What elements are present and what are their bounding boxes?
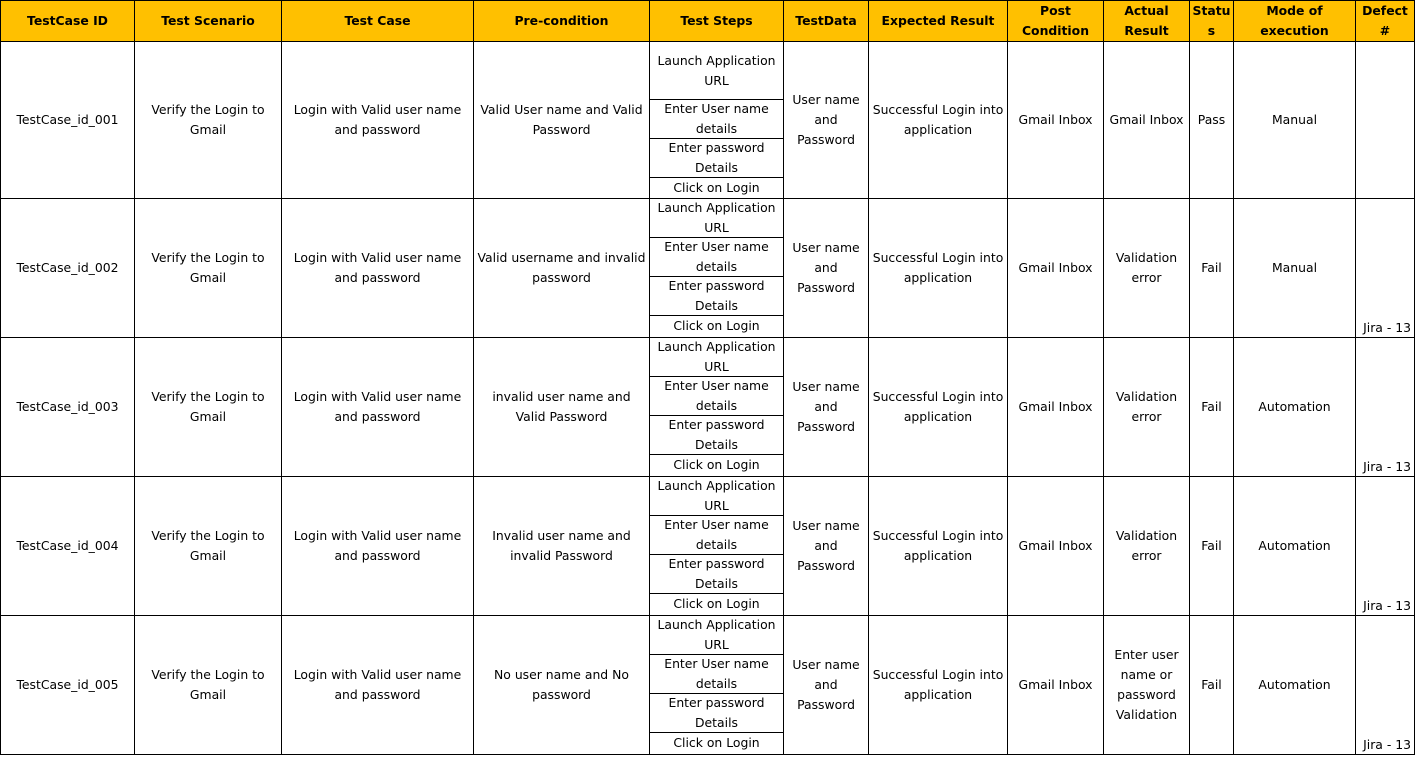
test-data-cell[interactable]: User name and Password bbox=[784, 42, 869, 199]
test-data-cell[interactable]: User name and Password bbox=[784, 616, 869, 755]
expected-result-cell[interactable]: Successful Login into application bbox=[869, 477, 1008, 616]
test-steps-cell[interactable] bbox=[650, 42, 784, 199]
precondition-cell[interactable]: No user name and No password bbox=[474, 616, 650, 755]
defect-cell[interactable]: Jira - 13 bbox=[1356, 199, 1415, 338]
test-case-cell[interactable]: Login with Valid user name and password bbox=[282, 477, 474, 616]
status-cell[interactable]: Fail bbox=[1190, 477, 1234, 616]
header-test-steps[interactable]: Test Steps bbox=[650, 1, 784, 42]
test-step: Enter User name details bbox=[650, 655, 783, 694]
status-cell[interactable]: Pass bbox=[1190, 42, 1234, 199]
actual-result-cell[interactable]: Validation error bbox=[1104, 338, 1190, 477]
header-test-case[interactable]: Test Case bbox=[282, 1, 474, 42]
actual-result-cell[interactable]: Gmail Inbox bbox=[1104, 42, 1190, 199]
test-step: Launch Application URL bbox=[650, 338, 783, 377]
post-condition-cell[interactable]: Gmail Inbox bbox=[1008, 338, 1104, 477]
testcase-id-cell[interactable]: TestCase_id_002 bbox=[1, 199, 135, 338]
expected-result-cell[interactable]: Successful Login into application bbox=[869, 338, 1008, 477]
scenario-cell[interactable]: Verify the Login to Gmail bbox=[135, 42, 282, 199]
mode-cell[interactable]: Manual bbox=[1234, 42, 1356, 199]
table-row bbox=[1, 477, 1415, 616]
header-defect[interactable]: Defect # bbox=[1356, 1, 1415, 42]
test-case-cell[interactable]: Login with Valid user name and password bbox=[282, 199, 474, 338]
expected-result-cell[interactable]: Successful Login into application bbox=[869, 42, 1008, 199]
table-row bbox=[1, 42, 1415, 199]
post-condition-cell[interactable]: Gmail Inbox bbox=[1008, 477, 1104, 616]
precondition-cell[interactable]: Valid User name and Valid Password bbox=[474, 42, 650, 199]
mode-cell[interactable]: Manual bbox=[1234, 199, 1356, 338]
test-step: Launch Application URL bbox=[650, 616, 783, 655]
test-step: Enter password Details bbox=[650, 277, 783, 316]
test-step: Enter password Details bbox=[650, 555, 783, 594]
table-row bbox=[1, 199, 1415, 338]
status-cell[interactable]: Fail bbox=[1190, 199, 1234, 338]
precondition-cell[interactable]: invalid user name and Valid Password bbox=[474, 338, 650, 477]
header-status[interactable]: Status bbox=[1190, 1, 1234, 42]
scenario-cell[interactable]: Verify the Login to Gmail bbox=[135, 338, 282, 477]
test-case-cell[interactable]: Login with Valid user name and password bbox=[282, 616, 474, 755]
header-testcase-id[interactable]: TestCase ID bbox=[1, 1, 135, 42]
header-post-condition[interactable]: Post Condition bbox=[1008, 1, 1104, 42]
status-cell[interactable]: Fail bbox=[1190, 616, 1234, 755]
expected-result-cell[interactable]: Successful Login into application bbox=[869, 616, 1008, 755]
test-step: Enter password Details bbox=[650, 694, 783, 733]
mode-cell[interactable]: Automation bbox=[1234, 477, 1356, 616]
test-step: Click on Login bbox=[673, 734, 760, 750]
testcase-id-cell[interactable]: TestCase_id_005 bbox=[1, 616, 135, 755]
defect-cell[interactable]: Jira - 13 bbox=[1356, 477, 1415, 616]
testcase-id-cell[interactable]: TestCase_id_004 bbox=[1, 477, 135, 616]
testcase-id-cell[interactable]: TestCase_id_001 bbox=[1, 42, 135, 199]
test-step: Enter User name details bbox=[650, 516, 783, 555]
table-row bbox=[1, 338, 1415, 477]
test-step: Enter password Details bbox=[650, 139, 783, 178]
test-step: Launch Application URL bbox=[650, 199, 783, 238]
test-step: Click on Login bbox=[673, 595, 760, 611]
test-step: Launch Application URL bbox=[650, 477, 783, 516]
table-row bbox=[1, 616, 1415, 755]
post-condition-cell[interactable]: Gmail Inbox bbox=[1008, 42, 1104, 199]
test-step: Click on Login bbox=[673, 456, 760, 472]
actual-result-cell[interactable]: Validation error bbox=[1104, 199, 1190, 338]
post-condition-cell[interactable]: Gmail Inbox bbox=[1008, 199, 1104, 338]
test-steps-cell[interactable] bbox=[650, 477, 784, 616]
test-step: Enter User name details bbox=[650, 100, 783, 139]
test-data-cell[interactable]: User name and Password bbox=[784, 338, 869, 477]
scenario-cell[interactable]: Verify the Login to Gmail bbox=[135, 199, 282, 338]
test-steps-cell[interactable] bbox=[650, 616, 784, 755]
header-expected-result[interactable]: Expected Result bbox=[869, 1, 1008, 42]
test-step: Enter password Details bbox=[650, 416, 783, 455]
header-precondition[interactable]: Pre-condition bbox=[474, 1, 650, 42]
post-condition-cell[interactable]: Gmail Inbox bbox=[1008, 616, 1104, 755]
scenario-cell[interactable]: Verify the Login to Gmail bbox=[135, 616, 282, 755]
header-actual-result[interactable]: Actual Result bbox=[1104, 1, 1190, 42]
test-case-cell[interactable]: Login with Valid user name and password bbox=[282, 42, 474, 199]
status-cell[interactable]: Fail bbox=[1190, 338, 1234, 477]
defect-cell[interactable]: Jira - 13 bbox=[1356, 338, 1415, 477]
defect-cell[interactable] bbox=[1356, 42, 1415, 199]
precondition-cell[interactable]: Valid username and invalid password bbox=[474, 199, 650, 338]
defect-cell[interactable]: Jira - 13 bbox=[1356, 616, 1415, 755]
test-step: Click on Login bbox=[673, 179, 760, 195]
mode-cell[interactable]: Automation bbox=[1234, 616, 1356, 755]
header-mode-of-execution[interactable]: Mode of execution bbox=[1234, 1, 1356, 42]
test-step: Launch Application URL bbox=[650, 42, 783, 100]
test-step: Enter User name details bbox=[650, 238, 783, 277]
mode-cell[interactable]: Automation bbox=[1234, 338, 1356, 477]
actual-result-cell[interactable]: Enter user name or password Validation bbox=[1104, 616, 1190, 755]
test-steps-cell[interactable] bbox=[650, 199, 784, 338]
header-test-data[interactable]: TestData bbox=[784, 1, 869, 42]
test-data-cell[interactable]: User name and Password bbox=[784, 477, 869, 616]
actual-result-cell[interactable]: Validation error bbox=[1104, 477, 1190, 616]
header-test-scenario[interactable]: Test Scenario bbox=[135, 1, 282, 42]
test-data-cell[interactable]: User name and Password bbox=[784, 199, 869, 338]
test-case-cell[interactable]: Login with Valid user name and password bbox=[282, 338, 474, 477]
testcase-id-cell[interactable]: TestCase_id_003 bbox=[1, 338, 135, 477]
precondition-cell[interactable]: Invalid user name and invalid Password bbox=[474, 477, 650, 616]
header-row bbox=[1, 1, 1415, 42]
expected-result-cell[interactable]: Successful Login into application bbox=[869, 199, 1008, 338]
test-step: Click on Login bbox=[673, 317, 760, 333]
test-steps-cell[interactable] bbox=[650, 338, 784, 477]
scenario-cell[interactable]: Verify the Login to Gmail bbox=[135, 477, 282, 616]
test-step: Enter User name details bbox=[650, 377, 783, 416]
